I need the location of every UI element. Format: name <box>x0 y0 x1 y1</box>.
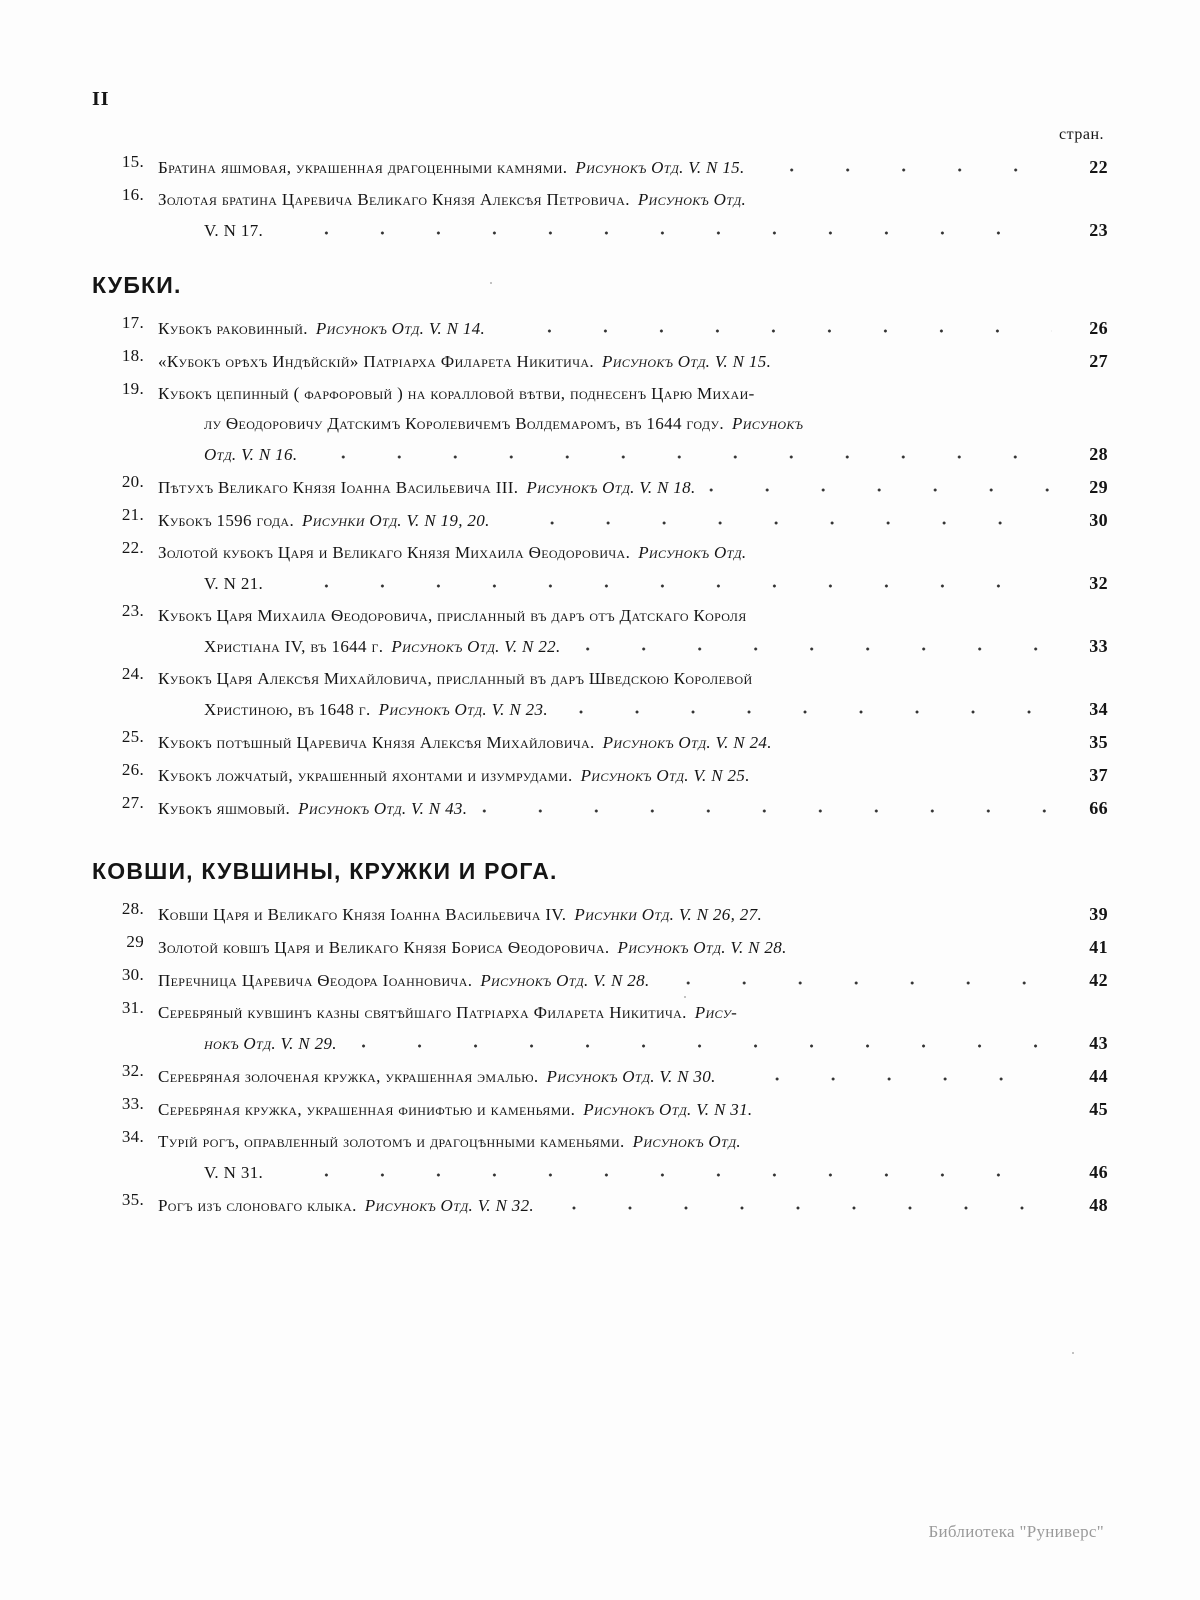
toc-entry-reference: Рисунокъ Отд. V. N 30. <box>546 1067 716 1086</box>
toc-entry-body <box>158 793 1108 824</box>
leader-dots <box>273 231 1052 232</box>
leader-dots <box>755 168 1052 169</box>
toc-entry-line <box>158 409 1108 439</box>
toc-entry-line <box>158 899 1108 930</box>
leader-dots <box>706 488 1052 489</box>
toc-entry[interactable] <box>92 760 1108 791</box>
toc-entry-page: 44 <box>1089 1066 1108 1086</box>
toc-entry-page: 27 <box>1089 351 1108 371</box>
toc-entry-body <box>158 727 1108 758</box>
toc-entry-line <box>158 215 1108 246</box>
toc-entry-body <box>158 185 1108 246</box>
toc-entry-page: 43 <box>1089 1033 1108 1053</box>
leader-dots <box>477 809 1052 810</box>
toc-entry-page: 41 <box>1089 937 1108 957</box>
toc-entry-title: Кубокъ Царя Михаила Ѳеодоровича, присланный въ даръ отъ Датскаго Короля <box>158 606 747 625</box>
toc-entry-page: 23 <box>1089 220 1108 240</box>
toc-entry-title: Серебряный кувшинъ казны святѣйшаго Патріарха Филарета Никитича. <box>158 1003 687 1022</box>
toc-entry[interactable] <box>92 932 1108 963</box>
toc-entry-body <box>158 379 1108 470</box>
toc-entry-reference: Рисунокъ Отд. V. N 43. <box>298 799 468 818</box>
speck <box>1072 1352 1074 1354</box>
toc-entry-page: 48 <box>1089 1195 1108 1215</box>
toc-entry-title: лу Ѳеодоровичу Датскимъ Королевичемъ Волдемаромъ, въ 1644 году. <box>204 414 724 433</box>
toc-entry-page: 37 <box>1089 765 1108 785</box>
toc-entry-number: 27. <box>121 793 144 812</box>
toc-entry-reference: Рисунокъ Отд. V. N 24. <box>602 733 772 752</box>
toc-entry-title: «Кубокъ орѣхъ Индѣйскій» Патріарха Филарета Никитича. <box>158 352 594 371</box>
toc-entry-body <box>158 1061 1108 1092</box>
toc-entry-line <box>158 1061 1108 1092</box>
toc-entry-page: 45 <box>1089 1099 1108 1119</box>
toc-entry-body <box>158 505 1108 536</box>
toc-entry-body <box>158 932 1108 963</box>
toc-entry-number: 35. <box>121 1190 144 1209</box>
leader-dots <box>660 981 1052 982</box>
section-heading: КОВШИ, КУВШИНЫ, КРУЖКИ И РОГА. <box>92 858 558 884</box>
toc-entry-title: V. N 21. <box>204 574 264 593</box>
toc-entry-line <box>158 538 1108 568</box>
toc-entry-title: Христиною, въ 1648 г. <box>204 700 371 719</box>
toc-entry-body <box>158 601 1108 662</box>
toc-entry-title: Перечница Царевича Ѳеодора Іоанновича. <box>158 971 473 990</box>
toc-entry[interactable] <box>92 538 1108 599</box>
toc-entry-line <box>158 664 1108 694</box>
leader-dots <box>307 455 1052 456</box>
toc-entry-number: 17. <box>121 313 144 332</box>
toc-entry-body <box>158 899 1108 930</box>
toc-entry-body <box>158 1190 1108 1221</box>
toc-entry-title: V. N 31. <box>204 1163 264 1182</box>
toc-entry-reference: Рисунокъ Отд. V. N 15. <box>575 158 745 177</box>
toc-entry-reference: Рисунокъ Отд. <box>638 543 747 562</box>
toc-entry-body <box>158 965 1108 996</box>
toc-entry-page: 30 <box>1089 510 1108 530</box>
toc-entry-line <box>158 631 1108 662</box>
toc-entry-page: 33 <box>1089 636 1108 656</box>
toc-entry-number: 34. <box>121 1127 144 1146</box>
toc-entry-title: Кубокъ раковинный. <box>158 319 308 338</box>
toc-entry-reference: Рисунки Отд. V. N 26, 27. <box>574 905 763 924</box>
toc-entry-title: Христіана IV, въ 1644 г. <box>204 637 384 656</box>
toc-entry-line <box>158 379 1108 409</box>
toc-entry-number: 33. <box>121 1094 144 1113</box>
toc-entry[interactable] <box>92 1127 1108 1188</box>
toc-entry-line <box>158 152 1108 183</box>
toc-entry-reference: Рисунокъ Отд. V. N 22. <box>391 637 561 656</box>
toc-entry-title: Серебряная золоченая кружка, украшенная эмалью. <box>158 1067 539 1086</box>
toc-entry-reference: Рисунокъ Отд. <box>637 190 747 209</box>
toc-entry[interactable] <box>92 313 1108 344</box>
toc-entry-line <box>158 1028 1108 1059</box>
toc-entry-title: Кубокъ цепинный ( фарфоровый ) на коралловой вѣтви, поднесенъ Царю Михаи- <box>158 384 755 403</box>
toc-entry-body <box>158 1094 1108 1125</box>
speck <box>684 996 686 998</box>
toc-entry-line <box>158 346 1108 377</box>
table-of-contents <box>92 152 1108 1223</box>
toc-entry[interactable] <box>92 379 1108 470</box>
toc-entry-number: 32. <box>121 1061 144 1080</box>
toc-entry-page: 32 <box>1089 573 1108 593</box>
toc-entry[interactable] <box>92 793 1108 824</box>
page-folio: II <box>92 88 110 110</box>
toc-entry-body <box>158 664 1108 725</box>
toc-entry-title: Рогъ изъ слоноваго клыка. <box>158 1196 357 1215</box>
library-watermark: Библиотека "Руниверс" <box>928 1522 1104 1541</box>
leader-dots <box>571 647 1052 648</box>
toc-entry-number: 21. <box>121 505 144 524</box>
toc-entry-reference: Рисунокъ Отд. V. N 28. <box>480 971 650 990</box>
toc-entry-page: 66 <box>1089 798 1108 818</box>
toc-entry-page: 35 <box>1089 732 1108 752</box>
toc-entry-reference: Рису- <box>694 1003 738 1022</box>
toc-entry-number: 29 <box>126 932 144 951</box>
leader-dots <box>347 1044 1052 1045</box>
toc-entry-reference: Рисунокъ Отд. <box>632 1132 741 1151</box>
toc-entry-number: 23. <box>121 601 144 620</box>
toc-entry-number: 31. <box>121 998 144 1017</box>
toc-entry[interactable] <box>92 1061 1108 1092</box>
toc-entry-title: Золотая братина Царевича Великаго Князя Алексѣя Петровича. <box>158 190 630 209</box>
toc-entry-title: Кубокъ Царя Алексѣя Михайловича, присланный въ даръ Шведскою Королевой <box>158 669 753 688</box>
toc-entry[interactable] <box>92 505 1108 536</box>
speck <box>490 282 492 284</box>
toc-entry-page: 42 <box>1089 970 1108 990</box>
toc-entry-reference: Рисунокъ Отд. V. N 23. <box>378 700 548 719</box>
toc-entry-reference: Рисунокъ Отд. V. N 14. <box>315 319 486 338</box>
toc-entry[interactable] <box>92 965 1108 996</box>
toc-entry-reference: Рисунокъ Отд. V. N 31. <box>583 1100 753 1119</box>
toc-entry-body <box>158 538 1108 599</box>
toc-entry-body <box>158 998 1108 1059</box>
toc-entry-title: Отд. V. N 16. <box>204 445 298 464</box>
toc-entry-page: 29 <box>1089 477 1108 497</box>
toc-entry-title: Кубокъ потѣшный Царевича Князя Алексѣя Михайловича. <box>158 733 595 752</box>
toc-entry-title: Кубокъ 1596 года. <box>158 511 295 530</box>
toc-entry-line <box>158 313 1108 344</box>
toc-entry[interactable] <box>92 664 1108 725</box>
toc-entry-page: 26 <box>1089 318 1108 338</box>
toc-entry-line <box>158 505 1108 536</box>
leader-dots <box>273 1173 1052 1174</box>
toc-entry[interactable] <box>92 185 1108 246</box>
toc-entry-reference: Рисунокъ Отд. V. N 25. <box>580 766 750 785</box>
toc-entry-line <box>158 1157 1108 1188</box>
leader-dots <box>273 584 1052 585</box>
toc-entry-title: Пѣтухъ Великаго Князя Іоанна Васильевича III. <box>158 478 519 497</box>
toc-entry-number: 19. <box>121 379 144 398</box>
leader-dots <box>500 521 1052 522</box>
toc-entry-line <box>158 439 1108 470</box>
toc-entry-title: V. N 17. <box>204 221 264 240</box>
toc-entry-reference: Рисунокъ Отд. V. N 18. <box>526 478 696 497</box>
page-column-header: стран. <box>1059 126 1104 143</box>
toc-entry-title: Братина яшмовая, украшенная драгоценными камнями. <box>158 158 568 177</box>
toc-entry[interactable] <box>92 998 1108 1059</box>
leader-dots <box>726 1077 1052 1078</box>
toc-entry-body <box>158 152 1108 183</box>
toc-entry-line <box>158 185 1108 215</box>
toc-entry-number: 16. <box>121 185 144 204</box>
toc-entry-line <box>158 472 1108 503</box>
toc-entry-line <box>158 760 1108 791</box>
toc-entry-title: Золотой кубокъ Царя и Великаго Князя Михаила Ѳеодоровича. <box>158 543 631 562</box>
toc-entry[interactable] <box>92 152 1108 183</box>
toc-entry-title: Ковши Царя и Великаго Князя Іоанна Васильевича IV. <box>158 905 567 924</box>
toc-entry-page: 28 <box>1089 444 1108 464</box>
toc-entry-line <box>158 568 1108 599</box>
toc-entry-line <box>158 998 1108 1028</box>
toc-entry-title: Кубокъ яшмовый. <box>158 799 291 818</box>
toc-entry-page: 34 <box>1089 699 1108 719</box>
toc-entry-page: 46 <box>1089 1162 1108 1182</box>
toc-entry-body <box>158 472 1108 503</box>
leader-dots <box>544 1206 1052 1207</box>
toc-entry-number: 26. <box>121 760 144 779</box>
section-heading: КУБКИ. <box>92 272 182 298</box>
toc-entry-reference: Рисунокъ Отд. V. N 28. <box>617 938 787 957</box>
toc-entry-number: 20. <box>121 472 144 491</box>
toc-entry-reference: Рисунокъ Отд. V. N 32. <box>364 1196 535 1215</box>
toc-entry-reference: Рисунокъ <box>731 414 804 433</box>
toc-entry-reference: Рисунокъ Отд. V. N 15. <box>601 352 772 371</box>
toc-entry[interactable] <box>92 1190 1108 1221</box>
toc-entry-title: нокъ Отд. V. N 29. <box>204 1034 337 1053</box>
toc-entry-page: 22 <box>1089 157 1108 177</box>
toc-entry-line <box>158 932 1108 963</box>
toc-entry-number: 24. <box>121 664 144 683</box>
toc-entry-line <box>158 965 1108 996</box>
toc-entry-title: Кубокъ ложчатый, украшенный яхонтами и изумрудами. <box>158 766 573 785</box>
leader-dots <box>495 329 1052 330</box>
toc-entry[interactable] <box>92 727 1108 758</box>
toc-entry-body <box>158 313 1108 344</box>
toc-entry-body <box>158 760 1108 791</box>
toc-entry-line <box>158 1127 1108 1157</box>
toc-entry-number: 30. <box>121 965 144 984</box>
toc-entry-title: Турій рогъ, оправленный золотомъ и драгоцѣнными каменьями. <box>158 1132 625 1151</box>
toc-entry[interactable] <box>92 346 1108 377</box>
toc-entry[interactable] <box>92 601 1108 662</box>
toc-entry-line <box>158 1094 1108 1125</box>
toc-entry-line <box>158 793 1108 824</box>
toc-entry[interactable] <box>92 899 1108 930</box>
toc-entry-line <box>158 1190 1108 1221</box>
toc-entry[interactable] <box>92 472 1108 503</box>
toc-entry-number: 25. <box>121 727 144 746</box>
toc-entry[interactable] <box>92 1094 1108 1125</box>
toc-entry-number: 15. <box>121 152 144 171</box>
toc-entry-line <box>158 694 1108 725</box>
leader-dots <box>558 710 1052 711</box>
toc-entry-line <box>158 601 1108 631</box>
toc-entry-body <box>158 1127 1108 1188</box>
toc-entry-number: 18. <box>121 346 144 365</box>
toc-entry-reference: Рисунки Отд. V. N 19, 20. <box>302 511 490 530</box>
toc-entry-line <box>158 727 1108 758</box>
toc-entry-number: 22. <box>121 538 144 557</box>
toc-entry-title: Золотой ковшъ Царя и Великаго Князя Бориса Ѳеодоровича. <box>158 938 610 957</box>
toc-entry-page: 39 <box>1089 904 1108 924</box>
toc-entry-number: 28. <box>121 899 144 918</box>
toc-entry-body <box>158 346 1108 377</box>
toc-entry-title: Серебряная кружка, украшенная финифтью и каменьями. <box>158 1100 576 1119</box>
